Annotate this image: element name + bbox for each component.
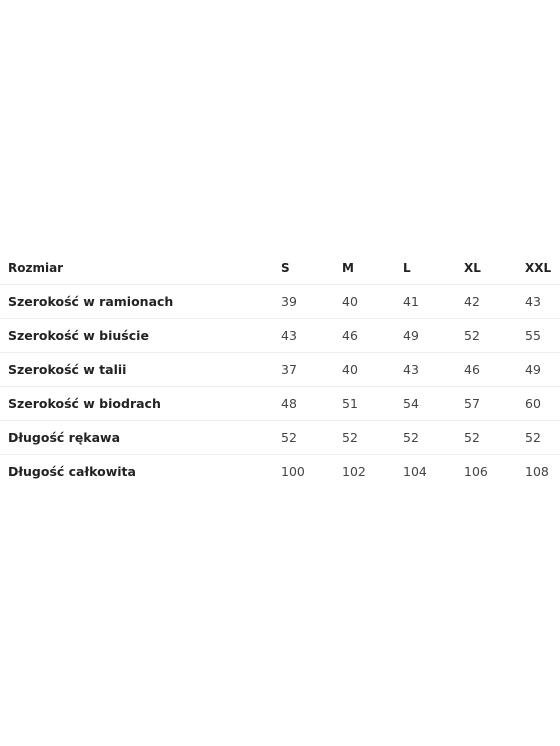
- row-label: Szerokość w talii: [0, 353, 281, 387]
- header-size-m: M: [342, 251, 403, 285]
- table-cell: 104: [403, 464, 427, 479]
- table-cell: 52: [403, 421, 464, 455]
- row-label: Szerokość w biodrach: [0, 387, 281, 421]
- table-cell: 43: [403, 353, 464, 387]
- table-cell: 49: [525, 353, 560, 387]
- header-size-xl: XL: [464, 251, 525, 285]
- table-row: [0, 421, 560, 455]
- table-cell: 41: [403, 285, 464, 319]
- table-row: [0, 455, 560, 489]
- table-cell: 48: [281, 387, 342, 421]
- header-size-label: Rozmiar: [0, 251, 281, 285]
- table-header-row: [0, 251, 560, 285]
- table-cell: 46: [342, 319, 403, 353]
- table-cell: 102: [342, 464, 366, 479]
- table-cell: 52: [464, 319, 525, 353]
- table-cell: 40: [342, 353, 403, 387]
- table-cell: 51: [342, 387, 403, 421]
- table-row: [0, 285, 560, 319]
- row-label: Szerokość w ramionach: [0, 285, 281, 319]
- table-cell: 39: [281, 285, 342, 319]
- table-row: [0, 319, 560, 353]
- table-cell: 57: [464, 387, 525, 421]
- table-cell: 52: [464, 421, 525, 455]
- table-cell: 37: [281, 353, 342, 387]
- table-cell: 100: [281, 464, 305, 479]
- table-cell: 106: [464, 464, 488, 479]
- table-cell: 108: [525, 464, 549, 479]
- table-cell: 52: [342, 421, 403, 455]
- table-cell: 46: [464, 353, 525, 387]
- table-cell: 49: [403, 319, 464, 353]
- table-cell: 52: [281, 421, 342, 455]
- table-cell: 40: [342, 285, 403, 319]
- header-size-xxl: XXL: [525, 251, 560, 285]
- table-cell: 55: [525, 319, 560, 353]
- header-size-l: L: [403, 251, 464, 285]
- header-size-s: S: [281, 251, 342, 285]
- table-row: [0, 387, 560, 421]
- size-chart-table: [0, 251, 560, 488]
- table-row: [0, 353, 560, 387]
- table-cell: 54: [403, 387, 464, 421]
- row-label: Długość całkowita: [8, 464, 136, 479]
- table-cell: 43: [525, 285, 560, 319]
- row-label: Długość rękawa: [0, 421, 281, 455]
- table-cell: 60: [525, 387, 560, 421]
- row-label: Szerokość w biuście: [0, 319, 281, 353]
- table-cell: 43: [281, 319, 342, 353]
- table-cell: 42: [464, 285, 525, 319]
- table-cell: 52: [525, 421, 560, 455]
